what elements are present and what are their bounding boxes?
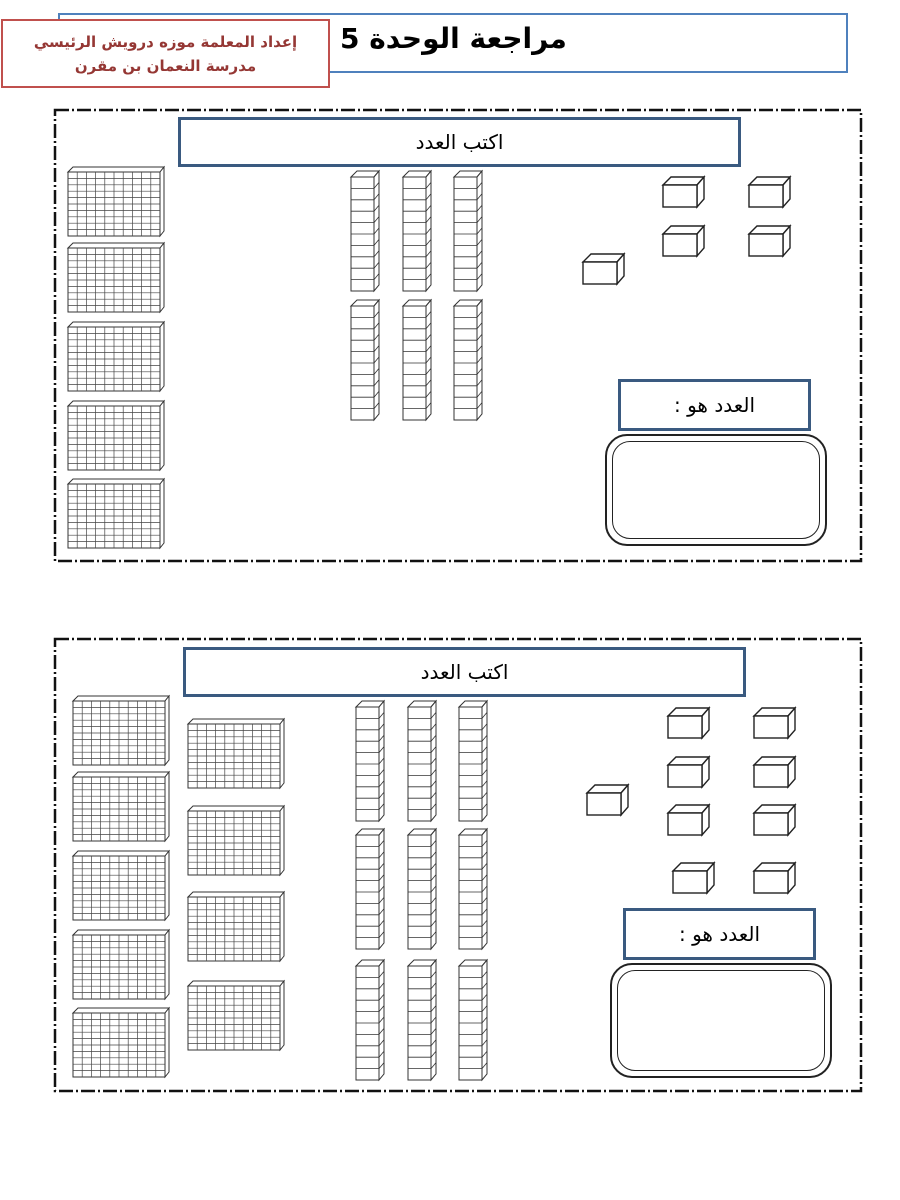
tens-rod-block <box>402 170 432 292</box>
ones-unit-cube <box>753 756 796 788</box>
tens-rod-block <box>407 828 437 950</box>
tens-rod-block <box>355 700 385 822</box>
school-name: مدرسة النعمان بن مقرن <box>74 56 257 75</box>
answer-box-inner <box>612 441 820 539</box>
write-number-prompt: اكتب العدد <box>178 117 741 167</box>
hundreds-flat-block <box>187 891 285 962</box>
ones-unit-cube <box>748 176 791 208</box>
ones-unit-cube <box>748 225 791 257</box>
ones-unit-cube <box>662 225 705 257</box>
answer-box[interactable] <box>610 963 832 1078</box>
number-is-label: العدد هو : <box>623 908 816 960</box>
author-box <box>1 19 330 88</box>
tens-rod-block <box>407 700 437 822</box>
hundreds-flat-block <box>72 929 170 1000</box>
hundreds-flat-block <box>72 850 170 921</box>
page-title: مراجعة الوحدة 5 <box>340 22 567 55</box>
hundreds-flat-block <box>187 980 285 1051</box>
hundreds-flat-block <box>67 166 165 237</box>
tens-rod-block <box>453 299 483 421</box>
number-is-label: العدد هو : <box>618 379 811 431</box>
hundreds-flat-block <box>72 1007 170 1078</box>
exercise-2 <box>53 637 863 1093</box>
answer-box-inner <box>617 970 825 1071</box>
tens-rod-block <box>350 299 380 421</box>
hundreds-flat-block <box>67 242 165 313</box>
author-name: إعداد المعلمة موزه درويش الرئيسي <box>33 32 298 51</box>
hundreds-flat-block <box>67 478 165 549</box>
tens-rod-block <box>402 299 432 421</box>
tens-rod-block <box>458 700 488 822</box>
hundreds-flat-block <box>67 321 165 392</box>
hundreds-flat-block <box>72 771 170 842</box>
ones-unit-cube <box>672 862 715 894</box>
tens-rod-block <box>355 828 385 950</box>
tens-rod-block <box>458 959 488 1081</box>
ones-unit-cube <box>667 707 710 739</box>
exercise-1 <box>53 108 863 563</box>
write-number-prompt: اكتب العدد <box>183 647 746 697</box>
ones-unit-cube <box>582 253 625 285</box>
tens-rod-block <box>355 959 385 1081</box>
tens-rod-block <box>350 170 380 292</box>
hundreds-flat-block <box>72 695 170 766</box>
tens-rod-block <box>407 959 437 1081</box>
tens-rod-block <box>453 170 483 292</box>
ones-unit-cube <box>662 176 705 208</box>
ones-unit-cube <box>753 804 796 836</box>
ones-unit-cube <box>753 707 796 739</box>
hundreds-flat-block <box>187 718 285 789</box>
tens-rod-block <box>458 828 488 950</box>
hundreds-flat-block <box>187 805 285 876</box>
ones-unit-cube <box>753 862 796 894</box>
ones-unit-cube <box>667 756 710 788</box>
ones-unit-cube <box>586 784 629 816</box>
answer-box[interactable] <box>605 434 827 546</box>
ones-unit-cube <box>667 804 710 836</box>
hundreds-flat-block <box>67 400 165 471</box>
